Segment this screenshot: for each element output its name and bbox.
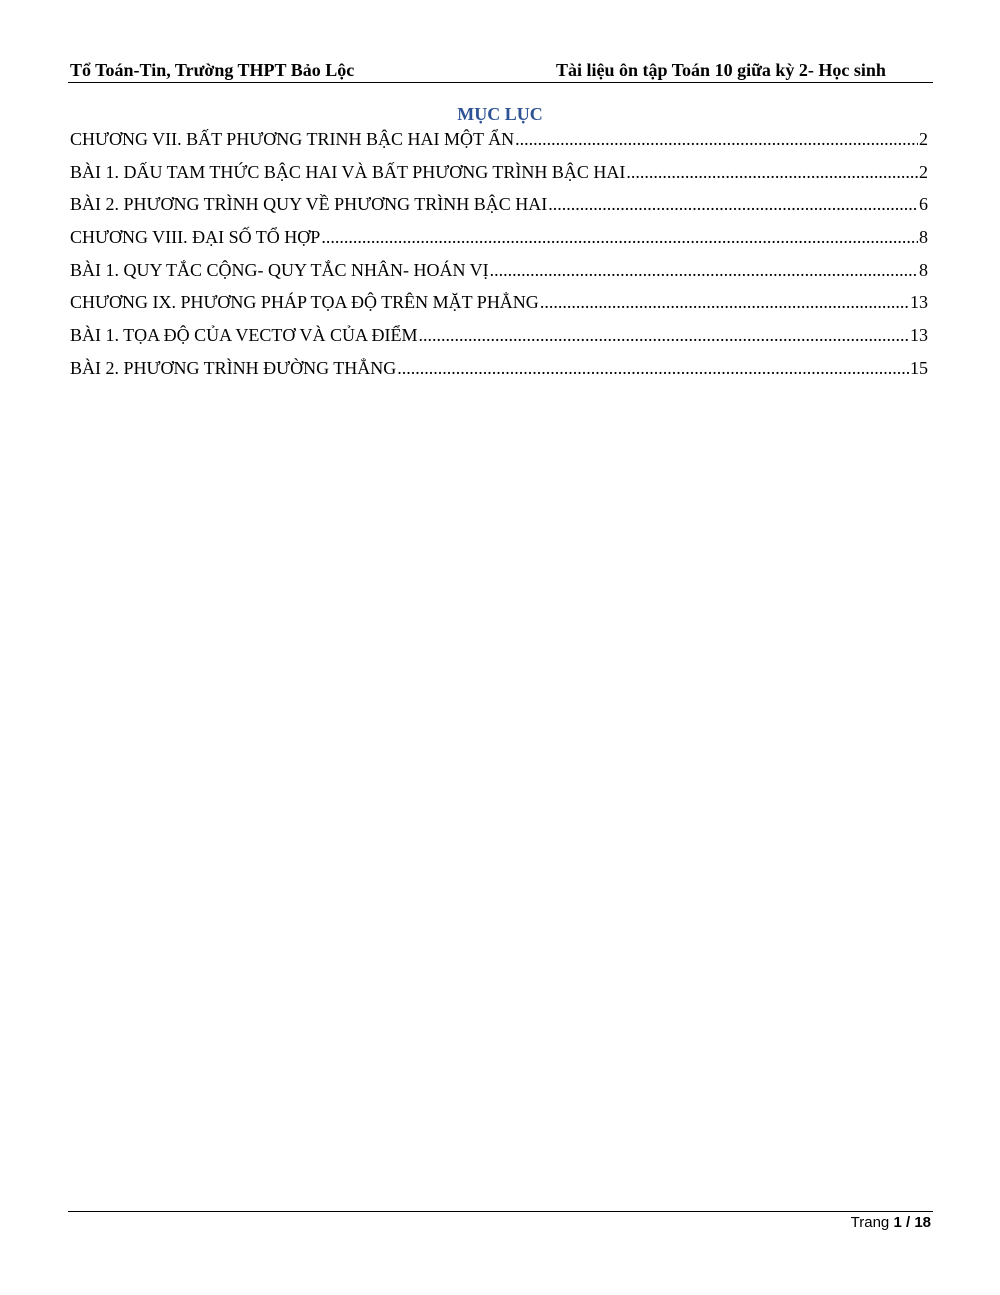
toc-entry-page: 2 (919, 161, 928, 182)
toc-entry[interactable] (70, 160, 928, 193)
toc-entry[interactable] (70, 192, 928, 225)
toc-entry[interactable] (70, 127, 928, 160)
footer-divider (68, 1211, 933, 1212)
toc-entry-text: CHƯƠNG IX. PHƯƠNG PHÁP TỌA ĐỘ TRÊN MẶT PHẲNG (70, 292, 539, 313)
toc-entry-page: 13 (910, 292, 928, 313)
footer-current-page: 1 (893, 1214, 902, 1231)
toc-entry-text: BÀI 2. PHƯƠNG TRÌNH QUY VỀ PHƯƠNG TRÌNH BẬC HAI (70, 194, 548, 215)
toc-entry[interactable] (70, 225, 928, 258)
toc-entry[interactable] (70, 290, 928, 323)
toc-entry-page: 8 (919, 227, 928, 248)
toc-entry-page: 8 (919, 259, 928, 280)
toc-dot-leader (321, 225, 918, 249)
header-school: Tổ Toán-Tin, Trường THPT Bảo Lộc (70, 60, 355, 80)
toc-dot-leader (548, 192, 918, 216)
page-header (68, 58, 933, 83)
toc-entry-page: 15 (910, 357, 928, 378)
toc-dot-leader (419, 323, 909, 347)
toc-entry-page: 2 (919, 129, 928, 149)
header-document-title: Tài liệu ôn tập Toán 10 giữa kỳ 2- Học sinh (556, 60, 886, 80)
toc-dot-leader (397, 356, 909, 380)
table-of-contents (70, 127, 928, 389)
toc-entry-page: 13 (910, 325, 928, 346)
toc-entry-text: BÀI 2. PHƯƠNG TRÌNH ĐƯỜNG THẲNG (70, 357, 397, 378)
footer-total-pages: 18 (914, 1214, 931, 1231)
toc-dot-leader (490, 258, 918, 282)
toc-dot-leader (540, 290, 909, 314)
toc-entry-text: CHƯƠNG VIII. ĐẠI SỐ TỔ HỢP (70, 227, 321, 248)
page-footer (851, 1214, 931, 1231)
toc-title: MỤC LỤC (457, 104, 543, 124)
footer-page-label: Trang (850, 1214, 890, 1231)
toc-entry-text: BÀI 1. QUY TẮC CỘNG- QUY TẮC NHÂN- HOÁN VỊ (70, 259, 489, 280)
toc-entry-text: CHƯƠNG VII. BẤT PHƯƠNG TRINH BẬC HAI MỘT ẨN (70, 129, 515, 149)
toc-dot-leader (626, 160, 918, 184)
toc-dot-leader (515, 127, 918, 151)
toc-entry-text: BÀI 1. TỌA ĐỘ CỦA VECTƠ VÀ CỦA ĐIỂM (70, 325, 418, 346)
toc-entry[interactable] (70, 323, 928, 356)
toc-entry-text: BÀI 1. DẤU TAM THỨC BẬC HAI VÀ BẤT PHƯƠNG TRÌNH BẬC HAI (70, 161, 626, 182)
toc-entry[interactable] (70, 356, 928, 389)
toc-entry[interactable] (70, 258, 928, 291)
toc-entry-page: 6 (919, 194, 928, 215)
footer-page-separator: / (905, 1214, 911, 1231)
